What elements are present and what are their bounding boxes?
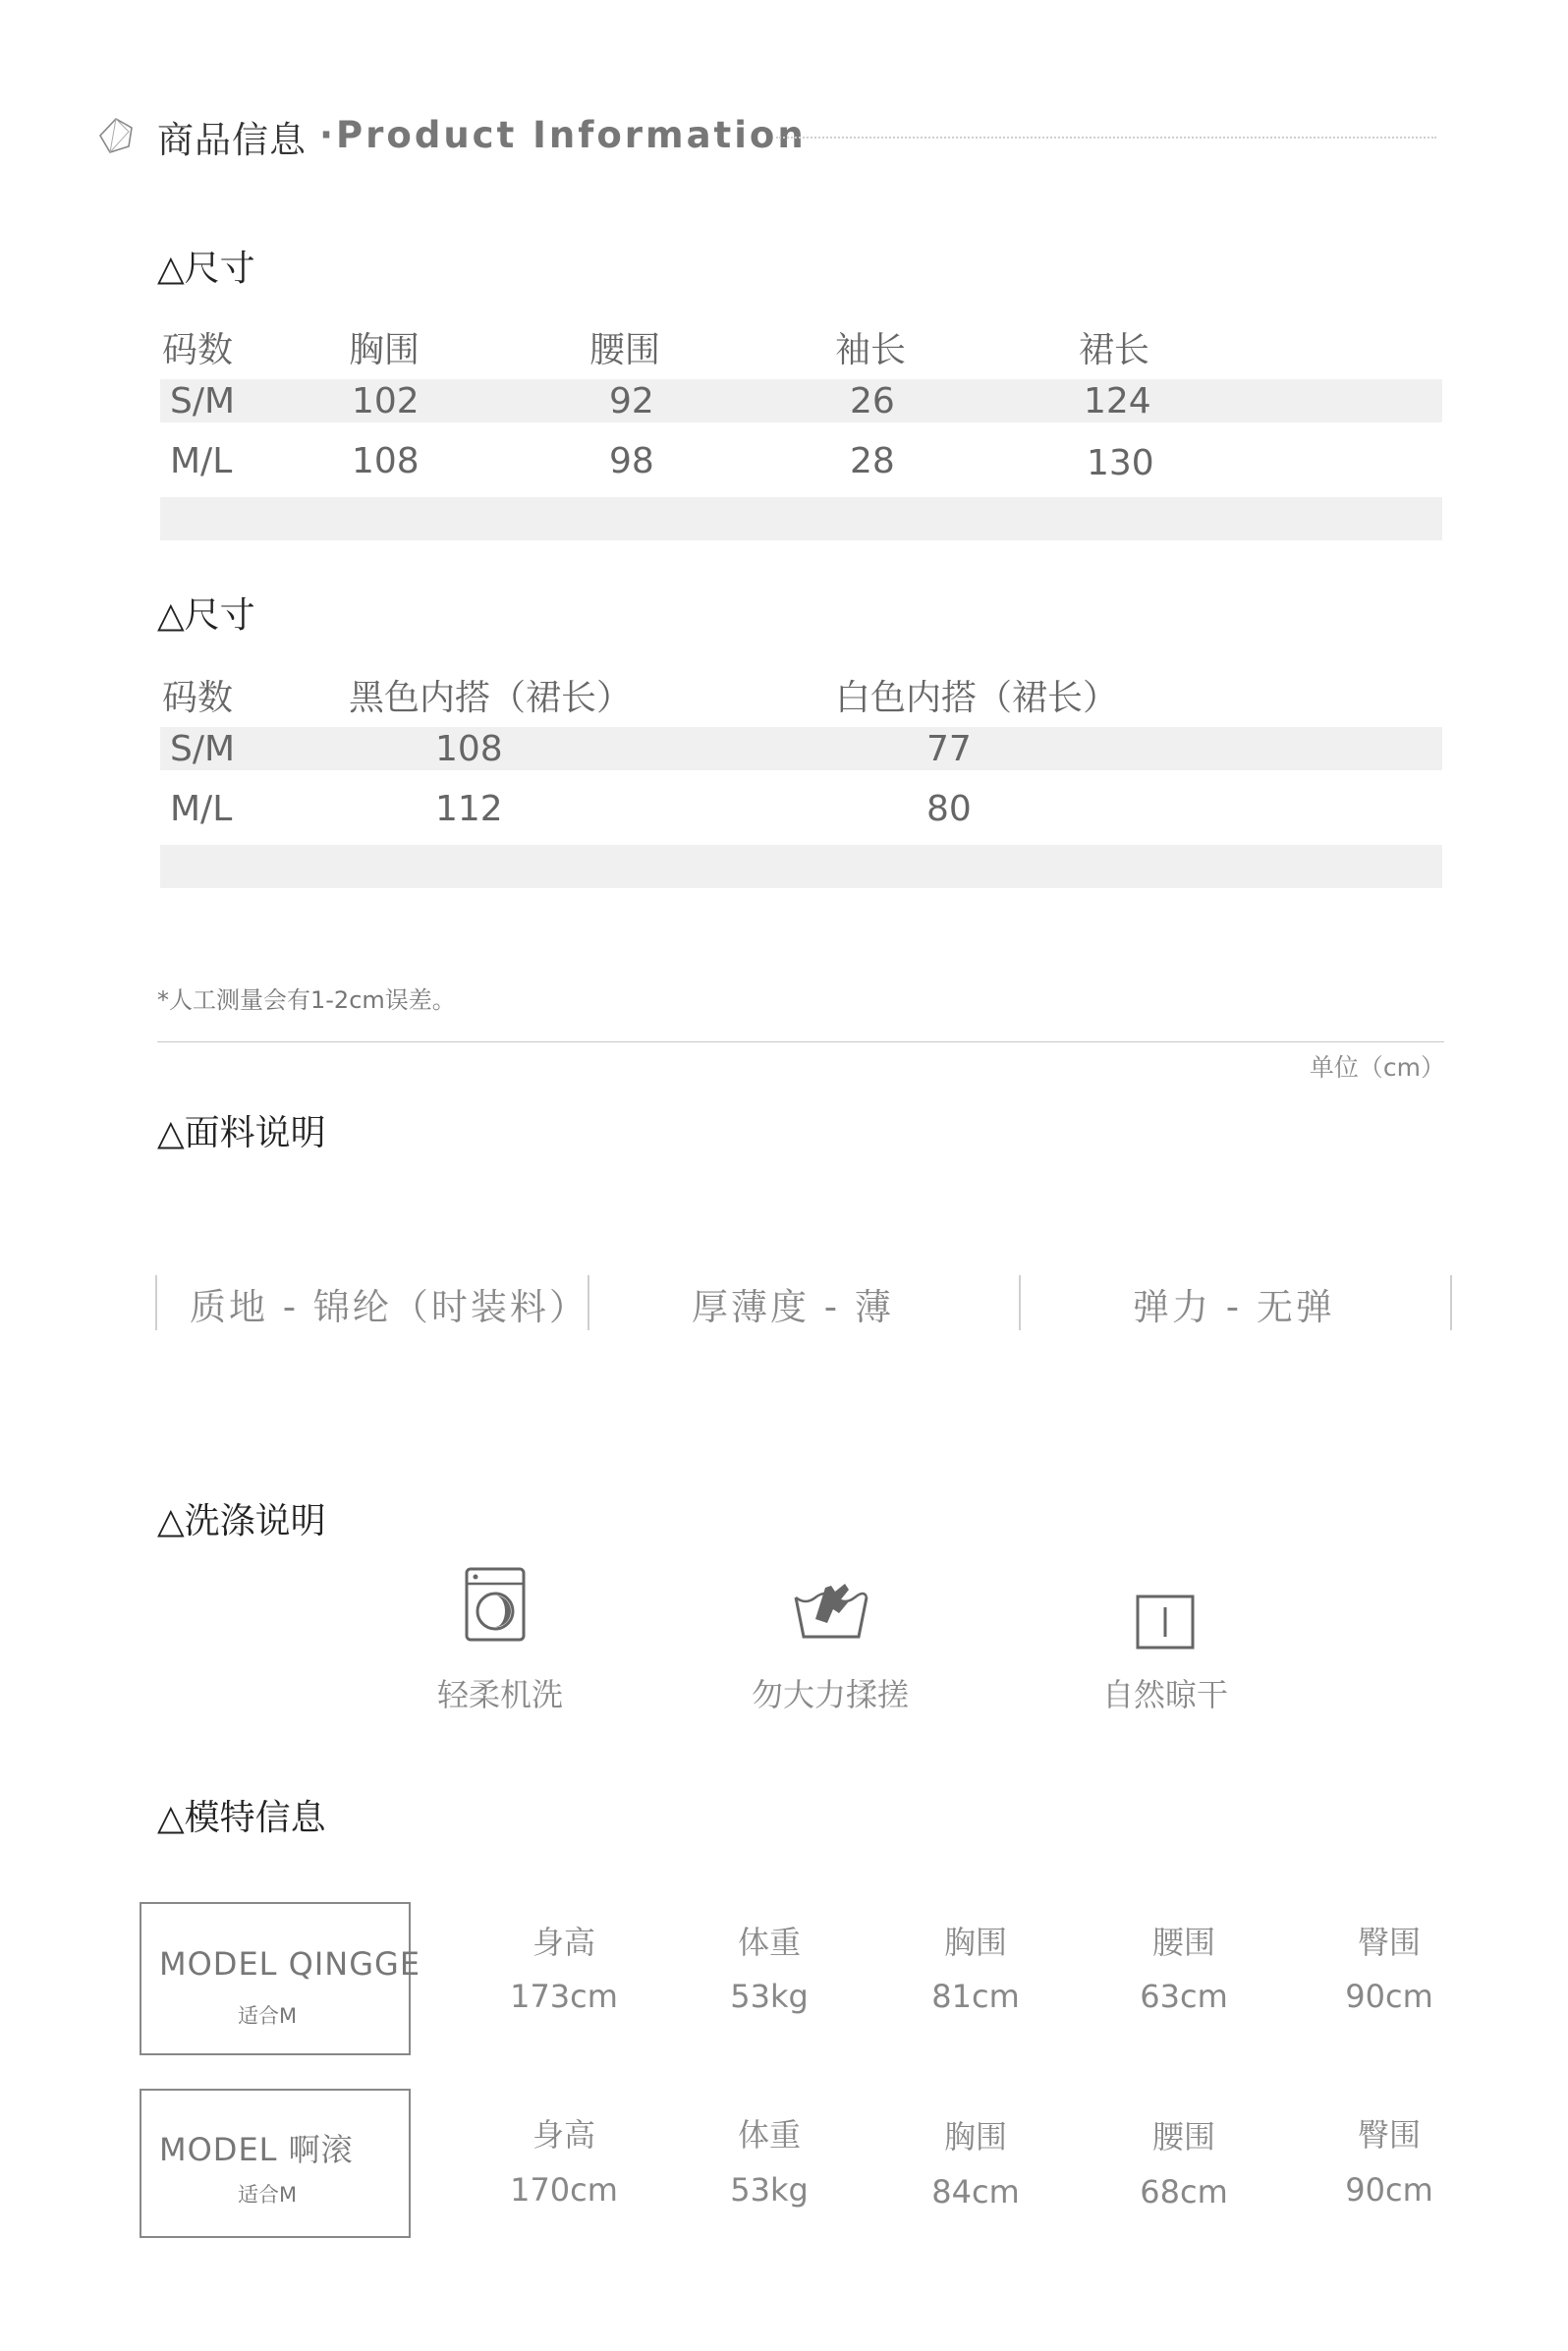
model-stat-value: 170cm — [510, 2171, 618, 2209]
fabric-divider — [1019, 1275, 1021, 1330]
model-stat-value: 173cm — [510, 1978, 618, 2015]
table-cell: 92 — [609, 381, 654, 421]
model-stat-label: 腰围 — [1151, 1924, 1215, 1961]
table-cell: M/L — [170, 789, 233, 829]
model-stat-value: 90cm — [1345, 1978, 1433, 2015]
model-stat-value: 90cm — [1345, 2171, 1433, 2209]
measurement-note: *人工测量会有1-2cm误差。 — [157, 986, 456, 1014]
model-stat-label: 身高 — [532, 2116, 595, 2154]
model-stat-value: 81cm — [931, 1978, 1020, 2015]
size-section-title: △尺寸 — [157, 595, 255, 636]
table-cell: 28 — [850, 441, 895, 481]
model-stat-value: 53kg — [730, 2171, 809, 2209]
model-stat-value: 68cm — [1140, 2173, 1228, 2211]
care-label: 自然晾干 — [1101, 1676, 1228, 1713]
table-header: 黑色内搭（裙长） — [349, 678, 633, 718]
diamond-outline-icon — [96, 116, 136, 155]
model-name: MODEL 啊滚 — [159, 2131, 354, 2168]
table-header: 袖长 — [835, 330, 907, 370]
unit-label: 单位（cm） — [1309, 1053, 1445, 1082]
line-dry-icon — [1135, 1594, 1196, 1651]
care-section-title: △洗涤说明 — [157, 1501, 326, 1541]
table-cell: 26 — [850, 381, 895, 421]
model-stat-label: 臀围 — [1357, 1924, 1421, 1961]
care-label: 轻柔机洗 — [436, 1676, 563, 1713]
fabric-section-title: △面料说明 — [157, 1113, 326, 1153]
model-section-title: △模特信息 — [157, 1798, 326, 1838]
table-cell: 98 — [609, 441, 654, 481]
table-header: 码数 — [162, 678, 234, 718]
model-stat-value: 84cm — [931, 2173, 1020, 2211]
model-stat-label: 胸围 — [943, 2118, 1007, 2155]
model-stat-label: 体重 — [737, 1924, 801, 1961]
size-row-band — [160, 845, 1442, 888]
fabric-elasticity: 弹力 - 无弹 — [1133, 1286, 1335, 1328]
model-stat-label: 身高 — [532, 1924, 595, 1961]
model-stat-label: 胸围 — [943, 1924, 1007, 1961]
fabric-thickness: 厚薄度 - 薄 — [692, 1286, 894, 1328]
model-stat-label: 体重 — [737, 2116, 801, 2154]
model-stat-label: 臀围 — [1357, 2116, 1421, 2154]
table-cell: 77 — [926, 729, 972, 769]
size-section-title: △尺寸 — [157, 249, 255, 289]
care-label: 勿大力揉搓 — [751, 1676, 909, 1713]
divider-line — [157, 1041, 1444, 1042]
hand-wash-icon — [792, 1580, 870, 1643]
size-row-band — [160, 727, 1442, 770]
washing-machine-icon — [464, 1566, 527, 1643]
table-cell: M/L — [170, 441, 233, 481]
table-header: 胸围 — [349, 330, 420, 370]
model-stat-label: 腰围 — [1151, 2118, 1215, 2155]
model-stat-value: 53kg — [730, 1978, 809, 2015]
table-cell: 102 — [352, 381, 420, 421]
fabric-divider — [1450, 1275, 1452, 1330]
fabric-divider — [155, 1275, 157, 1330]
table-header: 码数 — [162, 330, 234, 370]
table-header: 裙长 — [1079, 330, 1150, 370]
table-cell: S/M — [170, 729, 236, 769]
table-cell: 108 — [435, 729, 503, 769]
table-cell: 130 — [1087, 443, 1154, 483]
size-row-band — [160, 497, 1442, 540]
model-fit: 适合M — [238, 2004, 298, 2028]
table-cell: 108 — [352, 441, 420, 481]
table-cell: 124 — [1084, 381, 1151, 421]
table-cell: 80 — [926, 789, 972, 829]
page-title: 商品信息 — [157, 119, 307, 161]
model-stat-value: 63cm — [1140, 1978, 1228, 2015]
fabric-texture: 质地 - 锦纶（时装料） — [190, 1286, 588, 1328]
model-fit: 适合M — [238, 2183, 298, 2207]
table-header: 白色内搭（裙长） — [835, 678, 1119, 718]
table-cell: S/M — [170, 381, 236, 421]
table-header: 腰围 — [589, 330, 661, 370]
header-divider — [776, 137, 1436, 139]
table-cell: 112 — [435, 789, 503, 829]
page-subtitle: ·Product Information — [319, 114, 807, 156]
model-name: MODEL QINGGE — [159, 1945, 421, 1983]
